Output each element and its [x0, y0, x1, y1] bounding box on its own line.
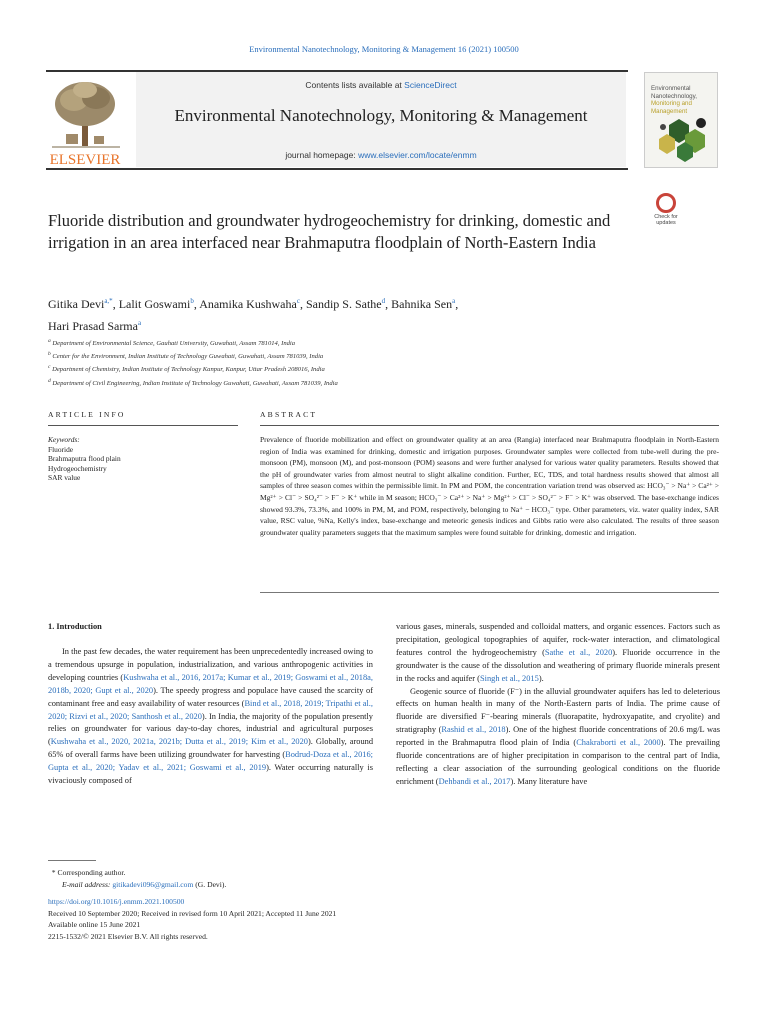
- keyword-item: Fluoride: [48, 444, 74, 454]
- corresponding-author-note: * Corresponding author.: [48, 868, 126, 877]
- keywords-label: Keywords:: [48, 435, 80, 444]
- elsevier-tree-icon: [46, 76, 126, 168]
- contents-prefix: Contents lists available at: [305, 80, 405, 90]
- cover-title-line: Environmental: [651, 85, 691, 92]
- cover-title-line: Nanotechnology,: [651, 92, 697, 100]
- ion-trend-m: HCO₃⁻ > Ca²⁺ > Na⁺ > Mg²⁺ > Cl⁻ > SO₄²⁻ > F⁻ > K⁺: [418, 492, 592, 502]
- footnote-rule: [48, 860, 96, 861]
- author-affil-marker[interactable]: b: [190, 297, 194, 305]
- author-affil-marker[interactable]: a: [137, 319, 142, 327]
- citation-link[interactable]: Sathe et al., 2020: [544, 647, 613, 657]
- abstract-heading: ABSTRACT: [260, 410, 318, 419]
- author-name[interactable]: Sandip S. Sathe: [305, 297, 382, 311]
- copyright-notice: 2215-1532/© 2021 Elsevier B.V. All rights reserved.: [48, 931, 208, 941]
- journal-homepage-link[interactable]: www.elsevier.com/locate/enmm: [358, 150, 477, 160]
- footnote-block: [48, 867, 408, 942]
- citation-link[interactable]: Dehbandi et al., 2017: [438, 776, 511, 786]
- doi-link[interactable]: https://doi.org/10.1016/j.enmm.2021.100500: [48, 897, 185, 906]
- author-email-link[interactable]: gitikadevi096@gmail.com: [112, 879, 194, 889]
- check-for-updates-button[interactable]: [648, 193, 684, 233]
- keywords-block: [48, 435, 238, 483]
- citation-link[interactable]: Bind et al., 2018, 2019; Tripathi et al., 2020; Rizvi et al., 2020; Santhosh et al., 2020: [48, 698, 373, 721]
- available-online: Available online 15 June 2021: [48, 920, 141, 929]
- cover-title-line: Monitoring and: [651, 100, 692, 107]
- citation-link[interactable]: Singh et al., 2015: [479, 673, 539, 683]
- keyword-item: Brahmaputra flood plain: [48, 454, 121, 464]
- keyword-item: SAR value: [48, 473, 81, 483]
- introduction-heading: 1. Introduction: [48, 622, 102, 631]
- abstract-rule: [260, 425, 719, 426]
- intro-right-column: [396, 621, 720, 789]
- intro-left-column: [48, 646, 373, 788]
- author-affil-marker[interactable]: c: [296, 297, 300, 305]
- author-affil-marker[interactable]: d: [381, 297, 386, 305]
- masthead-bottom-rule: [46, 168, 628, 170]
- article-info-heading: ARTICLE INFO: [48, 410, 126, 419]
- contents-available-line: [136, 80, 626, 90]
- article-title: Fluoride distribution and groundwater hydrogeochemistry for drinking, domestic and irrigation in an area interfaced near Brahmaputra floodplain of North-Eastern India: [48, 211, 611, 252]
- check-updates-label: Check for updates: [654, 214, 678, 226]
- citation-link[interactable]: Kushwaha et al., 2016, 2017a; Kumar et al., 2019; Goswami et al., 2018a, 2018b, 2020; Gupt et al., 2020: [48, 672, 373, 695]
- affiliation-list: [48, 336, 648, 389]
- journal-citation-link[interactable]: Environmental Nanotechnology, Monitoring & Management 16 (2021) 100500: [249, 44, 519, 54]
- journal-masthead: [46, 70, 720, 170]
- affiliation-item: $^d$ Department of Civil Engineering, Indian Institute of Technology Guwahati, Guwahati, Assam 781039, India: [48, 377, 338, 387]
- author-name[interactable]: Anamika Kushwaha: [199, 297, 297, 311]
- author-affil-marker[interactable]: a,*: [104, 297, 113, 305]
- cover-art: [645, 73, 717, 167]
- elsevier-logo[interactable]: [46, 76, 126, 168]
- abstract-text: Prevalence of fluoride mobilization and effect on groundwater quality at an area (Rangia) interfaced near Brahmaputra floodplain in North-Eastern region of India was examined for drinking, domestic and irrigation purposes. Groundwater samples were collected from tube-well during the pre-monsoon (PM), monsoon (M), and post-monsoon (POM) seasons and were further analysed for various water quality parameters. Results showed that the pH of groundwater varies from almost neutral to slight alkaline condition. Further, EC, TDS, and total hardness results showed that almost all samples of three season comes within the permissible limit. In PM and POM, the concentration variation trend was observed as: HCO₃⁻ > Na⁺ > Ca²⁺ > Mg²⁺ > Cl⁻ > SO₄²⁻ > F⁻ > K⁺ while in M season; HCO₃⁻ > Ca²⁺ > Na⁺ > Mg²⁺ > Cl⁻ > SO₄²⁻ > F⁻ > K⁺ was observed. The base-exchange indices showed 93.3%, 73.3%, and 100% in PM, M, and POM, respectively, belonging to Na⁺ − HCO₃⁻ type. Other parameters, viz. water quality index, SAR value, RSC value, %Na, Kelly's index, base-exchange and meteoric genesis indices and Gibbs ratio were also calculated. The results of three season groundwater quality parameters suggets that the maximum samples were found suitable for drinking, domestic and irrigation.: [260, 435, 719, 537]
- email-line: E-mail address: gitikadevi096@gmail.com (G. Devi).: [62, 879, 227, 889]
- author-list: Gitika Devi$^{a,*}$, Lalit Goswami$^b$, Anamika Kushwaha$^c$, Sandip S. Sathe$^d$, Bahnika Sen$^a$, Hari Prasad Sarma$^a$: [48, 297, 459, 333]
- citation-link[interactable]: Chakraborti et al., 2000: [576, 738, 661, 748]
- author-name[interactable]: Hari Prasad Sarma: [48, 319, 138, 333]
- journal-homepage-line: [136, 150, 626, 160]
- author-name[interactable]: Bahnika Sen: [391, 297, 453, 311]
- ion-trend-pm-pom: HCO₃⁻ > Na⁺ > Ca²⁺ > Mg²⁺ > Cl⁻ > SO₄²⁻ > F⁻ > K⁺: [260, 481, 719, 502]
- author-name[interactable]: Lalit Goswami: [118, 297, 191, 311]
- citation-link[interactable]: Bodrud-Doza et al., 2016; Gupta et al., 2020; Yadav et al., 2021; Goswami et al., 2019: [48, 750, 373, 773]
- intro-paragraph: various gases, minerals, suspended and colloidal matters, and organic essences. Factors such as precipitation, geological topographies of aquifer, rock-water interaction, and climatological features control the hydrogeochemistry (Sathe et al., 2020). Fluoride occurrence in the groundwater is the cause of the dissolution and weathering of primary fluoride minerals present in the rocks and aquifer (Singh et al., 2015).: [396, 622, 720, 683]
- check-updates-icon: [656, 193, 676, 213]
- sciencedirect-link[interactable]: ScienceDirect: [404, 80, 457, 90]
- elsevier-wordmark: ELSEVIER: [49, 152, 121, 168]
- affiliation-item: $^c$ Department of Chemistry, Indian Institute of Technology Kanpur, Kanpur, Uttar Pradesh 208016, India: [48, 364, 325, 374]
- cover-title-line: Management: [651, 107, 688, 115]
- affiliation-item: $^b$ Center for the Environment, Indian Institute of Technology Guwahati, Guwahati, Assam 781039, India: [48, 351, 324, 361]
- author-affil-marker[interactable]: a: [452, 297, 456, 305]
- intro-paragraph: Geogenic source of fluoride (F⁻) in the alluvial groundwater aquifers has led to deleterious effects on human health in many of the North-Eastern parts of India. The prime cause of fluoride are diversified F⁻-bearing minerals (fluorapatite, hydroxyapatite, and cryolite) and stratigraphy (Rashid et al., 2018). One of the highest fluoride concentrations of 20.6 mg/L was reported in the Brahmaputra flood plain of India (Chakraborti et al., 2000). The prevailing fluoride concentrations are of higher precipitation in comparison to the central part of India, reflecting a clear association of the surrounding geological conditions on the fluoride enrichment (Dehbandi et al., 2017). Many literature have: [396, 686, 720, 786]
- received-dates: Received 10 September 2020; Received in revised form 10 April 2021; Accepted 11 June 2021: [48, 908, 337, 918]
- keyword-item: Hydrogeochemistry: [48, 463, 107, 473]
- homepage-prefix: journal homepage:: [285, 150, 359, 160]
- affiliation-item: $^a$ Department of Environmental Science, Gauhati University, Guwahati, Assam 781014, India: [48, 338, 296, 348]
- intro-paragraph: In the past few decades, the water requirement has been unprecedentedly increased owing to a tremendous upsurge in population, industrialization, and various anthropogenic activities in developing countries (Kushwaha et al., 2016, 2017a; Kumar et al., 2019; Goswami et al., 2018a, 2018b, 2020; Gupt et al., 2020). The speedy progress and populace have caused the scarcity of contaminant free and easy availability of water resources (Bind et al., 2018, 2019; Tripathi et al., 2020; Rizvi et al., 2020; Santhosh et al., 2020). In India, the majority of the population presently relies on groundwater for various day-to-day chores, industrial and agricultural purposes (Kushwaha et al., 2020, 2021a, 2021b; Dutta et al., 2019; Kim et al., 2020). Globally, around 65% of overall farms have been utilizing groundwater for harvesting (Bodrud-Doza et al., 2016; Gupta et al., 2020; Yadav et al., 2021; Goswami et al., 2019). Water occurring naturally is vivaciously composed of: [48, 647, 374, 786]
- journal-name[interactable]: Environmental Nanotechnology, Monitoring & Management: [174, 106, 588, 125]
- citation-link[interactable]: Kushwaha et al., 2020, 2021a, 2021b; Dutta et al., 2019; Kim et al., 2020: [50, 737, 308, 747]
- article-info-rule: [48, 425, 238, 426]
- author-name[interactable]: Gitika Devi: [48, 297, 105, 311]
- citation-link[interactable]: Rashid et al., 2018: [441, 725, 506, 735]
- journal-cover-thumbnail[interactable]: [644, 72, 718, 168]
- abstract-end-rule: [260, 592, 719, 593]
